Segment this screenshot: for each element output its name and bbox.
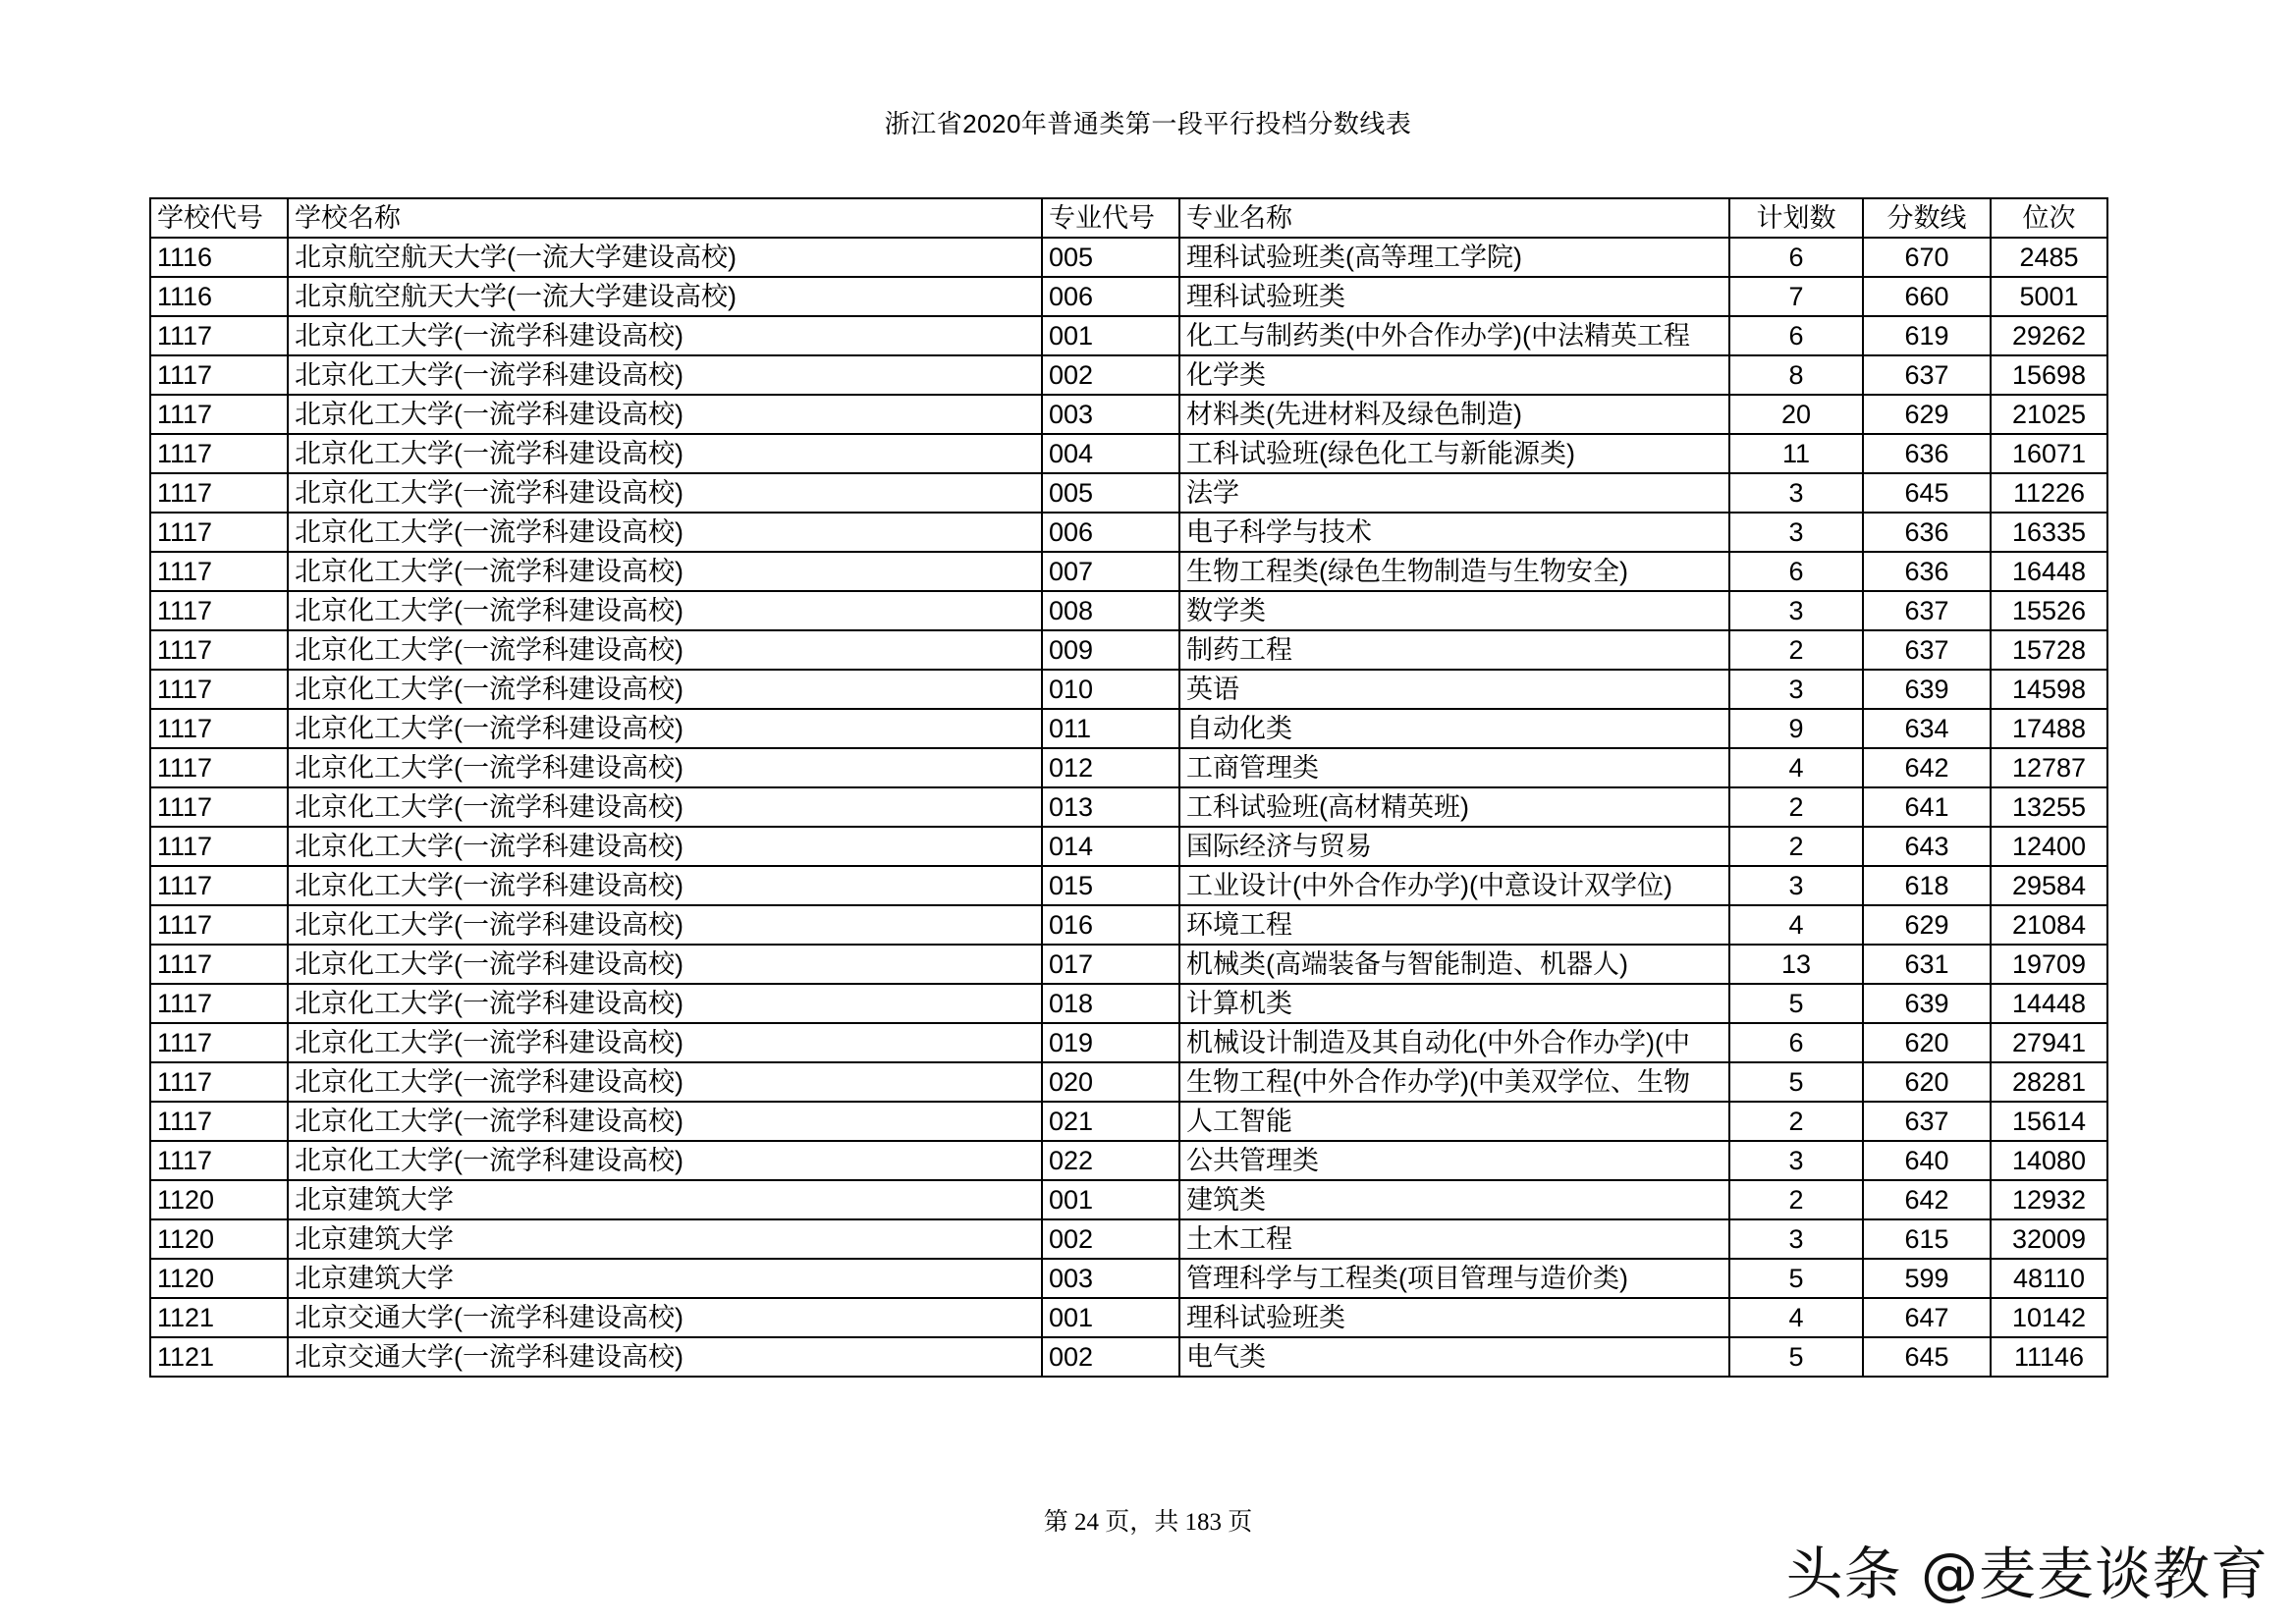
cell-school-code: 1117 [150, 434, 288, 473]
cell-major-code: 017 [1042, 945, 1179, 984]
cell-score: 599 [1863, 1259, 1991, 1298]
cell-major-code: 002 [1042, 1337, 1179, 1377]
cell-plan: 3 [1729, 1141, 1863, 1180]
cell-score: 640 [1863, 1141, 1991, 1180]
cell-plan: 2 [1729, 827, 1863, 866]
table-row [150, 1062, 2107, 1102]
cell-rank: 28281 [1991, 1062, 2107, 1102]
cell-school-name: 北京化工大学(一流学科建设高校) [288, 1023, 1042, 1062]
cell-school-name: 北京建筑大学 [288, 1259, 1042, 1298]
table-row [150, 473, 2107, 513]
cell-major-code: 019 [1042, 1023, 1179, 1062]
table-row [150, 945, 2107, 984]
cell-major-code: 013 [1042, 787, 1179, 827]
cell-major-name: 工科试验班(高材精英班) [1179, 787, 1729, 827]
cell-plan: 3 [1729, 670, 1863, 709]
cell-school-code: 1117 [150, 905, 288, 945]
cell-score: 643 [1863, 827, 1991, 866]
cell-major-code: 009 [1042, 630, 1179, 670]
cell-school-name: 北京航空航天大学(一流大学建设高校) [288, 238, 1042, 277]
cell-rank: 15728 [1991, 630, 2107, 670]
page-title: 浙江省2020年普通类第一段平行投档分数线表 [884, 109, 1412, 138]
table-row [150, 591, 2107, 630]
cell-plan: 5 [1729, 1337, 1863, 1377]
table-row [150, 355, 2107, 395]
cell-school-name: 北京交通大学(一流学科建设高校) [288, 1298, 1042, 1337]
header-major-code: 专业代号 [1042, 198, 1179, 238]
cell-major-code: 006 [1042, 513, 1179, 552]
cell-school-code: 1117 [150, 630, 288, 670]
cell-school-name: 北京化工大学(一流学科建设高校) [288, 355, 1042, 395]
cell-plan: 2 [1729, 1180, 1863, 1219]
cell-rank: 29584 [1991, 866, 2107, 905]
cell-major-name: 自动化类 [1179, 709, 1729, 748]
cell-school-code: 1117 [150, 670, 288, 709]
cell-major-code: 005 [1042, 473, 1179, 513]
cell-plan: 5 [1729, 1259, 1863, 1298]
cell-score: 639 [1863, 984, 1991, 1023]
cell-school-name: 北京化工大学(一流学科建设高校) [288, 1141, 1042, 1180]
cell-school-code: 1117 [150, 1062, 288, 1102]
cell-school-name: 北京化工大学(一流学科建设高校) [288, 748, 1042, 787]
cell-school-name: 北京化工大学(一流学科建设高校) [288, 984, 1042, 1023]
cell-plan: 3 [1729, 1219, 1863, 1259]
cell-major-name: 机械类(高端装备与智能制造、机器人) [1179, 945, 1729, 984]
cell-major-name: 机械设计制造及其自动化(中外合作办学)(中 [1179, 1023, 1729, 1062]
table-row [150, 1298, 2107, 1337]
table-row [150, 434, 2107, 473]
cell-plan: 9 [1729, 709, 1863, 748]
table-row [150, 1259, 2107, 1298]
cell-school-code: 1117 [150, 827, 288, 866]
cell-major-name: 人工智能 [1179, 1102, 1729, 1141]
cell-major-code: 022 [1042, 1141, 1179, 1180]
cell-plan: 8 [1729, 355, 1863, 395]
table-row [150, 866, 2107, 905]
cell-school-code: 1116 [150, 238, 288, 277]
cell-rank: 15698 [1991, 355, 2107, 395]
cell-score: 670 [1863, 238, 1991, 277]
cell-school-name: 北京化工大学(一流学科建设高校) [288, 709, 1042, 748]
cell-school-code: 1117 [150, 984, 288, 1023]
cell-plan: 11 [1729, 434, 1863, 473]
cell-school-code: 1117 [150, 709, 288, 748]
cell-rank: 15614 [1991, 1102, 2107, 1141]
cell-plan: 6 [1729, 552, 1863, 591]
cell-school-code: 1120 [150, 1259, 288, 1298]
cell-school-code: 1117 [150, 866, 288, 905]
cell-score: 634 [1863, 709, 1991, 748]
cell-major-name: 环境工程 [1179, 905, 1729, 945]
cell-major-code: 007 [1042, 552, 1179, 591]
cell-major-code: 002 [1042, 1219, 1179, 1259]
cell-major-code: 018 [1042, 984, 1179, 1023]
cell-major-name: 生物工程(中外合作办学)(中美双学位、生物 [1179, 1062, 1729, 1102]
table-row [150, 670, 2107, 709]
cell-rank: 14448 [1991, 984, 2107, 1023]
cell-rank: 14598 [1991, 670, 2107, 709]
cell-major-name: 建筑类 [1179, 1180, 1729, 1219]
cell-rank: 13255 [1991, 787, 2107, 827]
table-row [150, 905, 2107, 945]
cell-score: 642 [1863, 1180, 1991, 1219]
cell-score: 636 [1863, 552, 1991, 591]
cell-school-name: 北京化工大学(一流学科建设高校) [288, 630, 1042, 670]
cell-rank: 15526 [1991, 591, 2107, 630]
cell-major-code: 011 [1042, 709, 1179, 748]
cell-major-code: 021 [1042, 1102, 1179, 1141]
cell-major-code: 005 [1042, 238, 1179, 277]
cell-rank: 12400 [1991, 827, 2107, 866]
table-row [150, 277, 2107, 316]
table-row [150, 395, 2107, 434]
cell-score: 639 [1863, 670, 1991, 709]
cell-score: 645 [1863, 473, 1991, 513]
table-row [150, 513, 2107, 552]
cell-plan: 3 [1729, 513, 1863, 552]
cell-plan: 6 [1729, 316, 1863, 355]
cell-major-name: 化工与制药类(中外合作办学)(中法精英工程 [1179, 316, 1729, 355]
cell-score: 637 [1863, 591, 1991, 630]
table-row [150, 984, 2107, 1023]
cell-major-name: 公共管理类 [1179, 1141, 1729, 1180]
cell-school-code: 1117 [150, 945, 288, 984]
cell-major-name: 材料类(先进材料及绿色制造) [1179, 395, 1729, 434]
cell-score: 620 [1863, 1062, 1991, 1102]
cell-school-code: 1121 [150, 1298, 288, 1337]
cell-school-code: 1117 [150, 395, 288, 434]
cell-score: 619 [1863, 316, 1991, 355]
cell-major-code: 002 [1042, 355, 1179, 395]
cell-major-name: 法学 [1179, 473, 1729, 513]
header-plan: 计划数 [1729, 198, 1863, 238]
cell-score: 642 [1863, 748, 1991, 787]
cell-school-code: 1117 [150, 787, 288, 827]
cell-school-name: 北京化工大学(一流学科建设高校) [288, 1102, 1042, 1141]
cell-school-code: 1117 [150, 513, 288, 552]
cell-school-code: 1120 [150, 1219, 288, 1259]
table-row [150, 238, 2107, 277]
header-row [150, 198, 2107, 238]
cell-school-code: 1121 [150, 1337, 288, 1377]
cell-major-name: 国际经济与贸易 [1179, 827, 1729, 866]
cell-major-name: 英语 [1179, 670, 1729, 709]
cell-school-name: 北京化工大学(一流学科建设高校) [288, 866, 1042, 905]
cell-school-code: 1117 [150, 1102, 288, 1141]
cell-plan: 4 [1729, 905, 1863, 945]
cell-major-name: 土木工程 [1179, 1219, 1729, 1259]
cell-major-code: 001 [1042, 1298, 1179, 1337]
cell-rank: 11146 [1991, 1337, 2107, 1377]
table-row [150, 1102, 2107, 1141]
table-body [150, 238, 2107, 1377]
cell-score: 637 [1863, 1102, 1991, 1141]
cell-major-name: 计算机类 [1179, 984, 1729, 1023]
cell-major-code: 003 [1042, 395, 1179, 434]
cell-school-name: 北京化工大学(一流学科建设高校) [288, 316, 1042, 355]
cell-rank: 14080 [1991, 1141, 2107, 1180]
cell-plan: 3 [1729, 591, 1863, 630]
cell-school-name: 北京化工大学(一流学科建设高校) [288, 395, 1042, 434]
cell-major-code: 020 [1042, 1062, 1179, 1102]
cell-score: 647 [1863, 1298, 1991, 1337]
cell-rank: 16335 [1991, 513, 2107, 552]
cell-major-code: 010 [1042, 670, 1179, 709]
cell-major-code: 012 [1042, 748, 1179, 787]
cell-school-code: 1117 [150, 473, 288, 513]
cell-school-name: 北京建筑大学 [288, 1180, 1042, 1219]
cell-score: 620 [1863, 1023, 1991, 1062]
cell-plan: 4 [1729, 748, 1863, 787]
cell-plan: 6 [1729, 238, 1863, 277]
cell-school-name: 北京化工大学(一流学科建设高校) [288, 787, 1042, 827]
cell-major-name: 工科试验班(绿色化工与新能源类) [1179, 434, 1729, 473]
cell-major-name: 电气类 [1179, 1337, 1729, 1377]
page-number-footer: 第 24 页，共 183 页 [1043, 1509, 1253, 1536]
cell-plan: 6 [1729, 1023, 1863, 1062]
cell-major-name: 工商管理类 [1179, 748, 1729, 787]
cell-school-code: 1117 [150, 591, 288, 630]
cell-school-name: 北京建筑大学 [288, 1219, 1042, 1259]
cell-rank: 32009 [1991, 1219, 2107, 1259]
cell-score: 618 [1863, 866, 1991, 905]
cell-rank: 29262 [1991, 316, 2107, 355]
cell-school-name: 北京化工大学(一流学科建设高校) [288, 591, 1042, 630]
cell-major-name: 管理科学与工程类(项目管理与造价类) [1179, 1259, 1729, 1298]
cell-score: 615 [1863, 1219, 1991, 1259]
cell-school-code: 1117 [150, 1023, 288, 1062]
cell-score: 636 [1863, 513, 1991, 552]
cell-score: 645 [1863, 1337, 1991, 1377]
cell-score: 636 [1863, 434, 1991, 473]
cell-major-name: 数学类 [1179, 591, 1729, 630]
cell-major-name: 化学类 [1179, 355, 1729, 395]
cell-major-code: 003 [1042, 1259, 1179, 1298]
cell-score: 629 [1863, 395, 1991, 434]
cell-plan: 5 [1729, 1062, 1863, 1102]
cell-plan: 13 [1729, 945, 1863, 984]
table-row [150, 1023, 2107, 1062]
table-row [150, 630, 2107, 670]
header-major-name: 专业名称 [1179, 198, 1729, 238]
cell-plan: 4 [1729, 1298, 1863, 1337]
cell-rank: 27941 [1991, 1023, 2107, 1062]
table-row [150, 1141, 2107, 1180]
table-row [150, 1219, 2107, 1259]
cell-school-code: 1117 [150, 1141, 288, 1180]
cell-rank: 17488 [1991, 709, 2107, 748]
cell-major-code: 015 [1042, 866, 1179, 905]
header-school-name: 学校名称 [288, 198, 1042, 238]
cell-major-code: 001 [1042, 1180, 1179, 1219]
cell-score: 637 [1863, 355, 1991, 395]
cell-major-name: 生物工程类(绿色生物制造与生物安全) [1179, 552, 1729, 591]
cell-score: 631 [1863, 945, 1991, 984]
cell-school-code: 1117 [150, 355, 288, 395]
cell-school-name: 北京化工大学(一流学科建设高校) [288, 945, 1042, 984]
table-row [150, 1180, 2107, 1219]
cell-plan: 3 [1729, 866, 1863, 905]
cell-plan: 3 [1729, 473, 1863, 513]
table-row [150, 316, 2107, 355]
cell-major-code: 004 [1042, 434, 1179, 473]
table-row [150, 787, 2107, 827]
cell-school-code: 1117 [150, 316, 288, 355]
cell-rank: 11226 [1991, 473, 2107, 513]
cell-rank: 5001 [1991, 277, 2107, 316]
cell-score: 629 [1863, 905, 1991, 945]
cell-plan: 7 [1729, 277, 1863, 316]
cell-rank: 21084 [1991, 905, 2107, 945]
header-rank: 位次 [1991, 198, 2107, 238]
cell-major-name: 制药工程 [1179, 630, 1729, 670]
cell-school-code: 1116 [150, 277, 288, 316]
header-score: 分数线 [1863, 198, 1991, 238]
cell-school-name: 北京化工大学(一流学科建设高校) [288, 905, 1042, 945]
table-row [150, 748, 2107, 787]
cell-score: 641 [1863, 787, 1991, 827]
cell-rank: 12787 [1991, 748, 2107, 787]
cell-school-code: 1120 [150, 1180, 288, 1219]
cell-major-code: 001 [1042, 316, 1179, 355]
cell-school-name: 北京交通大学(一流学科建设高校) [288, 1337, 1042, 1377]
cell-school-name: 北京化工大学(一流学科建设高校) [288, 1062, 1042, 1102]
table-row [150, 1337, 2107, 1377]
cell-score: 660 [1863, 277, 1991, 316]
score-table [149, 197, 2108, 1378]
cell-rank: 2485 [1991, 238, 2107, 277]
cell-plan: 20 [1729, 395, 1863, 434]
cell-school-name: 北京化工大学(一流学科建设高校) [288, 670, 1042, 709]
table-row [150, 827, 2107, 866]
table-row [150, 709, 2107, 748]
header-school-code: 学校代号 [150, 198, 288, 238]
cell-rank: 12932 [1991, 1180, 2107, 1219]
cell-rank: 48110 [1991, 1259, 2107, 1298]
cell-major-name: 电子科学与技术 [1179, 513, 1729, 552]
cell-school-name: 北京化工大学(一流学科建设高校) [288, 434, 1042, 473]
cell-plan: 5 [1729, 984, 1863, 1023]
cell-rank: 16071 [1991, 434, 2107, 473]
cell-school-code: 1117 [150, 552, 288, 591]
cell-major-name: 理科试验班类 [1179, 277, 1729, 316]
cell-major-name: 理科试验班类 [1179, 1298, 1729, 1337]
cell-plan: 2 [1729, 787, 1863, 827]
cell-school-name: 北京化工大学(一流学科建设高校) [288, 513, 1042, 552]
cell-rank: 10142 [1991, 1298, 2107, 1337]
watermark: 头条 @麦麦谈教育 [1785, 1541, 2269, 1607]
cell-school-name: 北京化工大学(一流学科建设高校) [288, 473, 1042, 513]
cell-major-code: 006 [1042, 277, 1179, 316]
cell-score: 637 [1863, 630, 1991, 670]
cell-rank: 19709 [1991, 945, 2107, 984]
cell-major-name: 理科试验班类(高等理工学院) [1179, 238, 1729, 277]
table-row [150, 552, 2107, 591]
cell-school-name: 北京航空航天大学(一流大学建设高校) [288, 277, 1042, 316]
cell-school-name: 北京化工大学(一流学科建设高校) [288, 552, 1042, 591]
cell-rank: 16448 [1991, 552, 2107, 591]
cell-plan: 2 [1729, 1102, 1863, 1141]
cell-school-name: 北京化工大学(一流学科建设高校) [288, 827, 1042, 866]
cell-major-code: 014 [1042, 827, 1179, 866]
cell-plan: 2 [1729, 630, 1863, 670]
cell-rank: 21025 [1991, 395, 2107, 434]
cell-major-code: 016 [1042, 905, 1179, 945]
cell-school-code: 1117 [150, 748, 288, 787]
cell-major-code: 008 [1042, 591, 1179, 630]
cell-major-name: 工业设计(中外合作办学)(中意设计双学位) [1179, 866, 1729, 905]
